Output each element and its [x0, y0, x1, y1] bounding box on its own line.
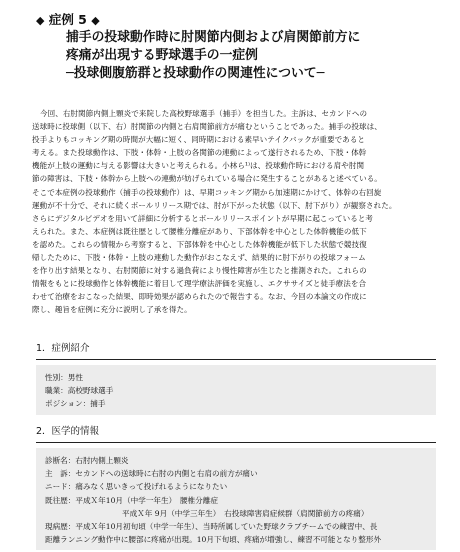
info-line-present-history: 現病歴：平成Ｘ年10月初旬頃（中学一年生）、当時所属していた野球クラブチームでの練習中、長 — [45, 522, 378, 532]
info-line-sex: 性別：男性 — [45, 373, 83, 382]
case-header — [36, 12, 446, 83]
diamond-right-icon: ◆ — [91, 14, 100, 27]
section-title-case-intro: 1．症例紹介 — [36, 342, 436, 360]
intro-line: えられた。また、本症例は既往歴として腰椎分離症があり、下部体幹を中心とした体幹機能の低下 — [32, 226, 367, 236]
intro-line: さらにデジタルビデオを用いて詳細に分析するとボールリリースポイントが早期に起こっていると考 — [32, 213, 374, 223]
intro-paragraph — [32, 107, 436, 317]
intro-line: 帰したために、下肢・体幹・上肢の連動した動作がおこなえず、結果的に肘下がりの投球フォーム — [32, 253, 366, 263]
intro-line: 投手よりもコッキング期の時間が大幅に短く、同時期における素早いテイクバックが重要であると — [32, 135, 366, 145]
case-label — [36, 12, 446, 29]
intro-line: 情報をもとに投球動作と体幹機能に着目して理学療法評価を実施し、エクササイズと徒手療法を合 — [32, 279, 367, 289]
section-medical-info — [36, 425, 436, 550]
medical-info-box — [36, 448, 436, 550]
case-number: 症例 5 — [48, 12, 87, 27]
intro-line: 運動が不十分で、それに続くボールリリース期では、肘が下がった状態（以下、肘下がり）が観察された。 — [32, 200, 397, 210]
intro-line: を認めた。これらの情報から考察すると、下部体幹を中心とした体幹機能が低下した状態で競技復 — [32, 239, 367, 249]
intro-line: 節の障害は、下肢・体幹から上肢への連動が妨げられている場合に発生することがあると述べている。 — [32, 174, 382, 184]
title-line-3: ─投球側腹筋群と投球動作の関連性について─ — [66, 66, 325, 81]
info-line-position: ポジション：捕手 — [45, 399, 106, 409]
intro-line: そこで本症例の投球動作（捕手の投球動作）は、早期コッキング期から加速期にかけて、体幹の右回旋 — [32, 187, 382, 197]
info-line-occupation: 職業：高校野球選手 — [45, 386, 114, 396]
diamond-left-icon: ◆ — [36, 14, 45, 27]
intro-line: を作り出す結果となり、右肘関節に対する過負荷により慢性障害が生じたと推測された。これらの — [32, 266, 367, 276]
intro-line: 送球時に投球側（以下、右）肘関節の内側と右肩関節前方が痛むということであった。捕手の投球は、 — [32, 122, 382, 132]
intro-line: 際し、趣旨を症例に充分に説明し了承を得た。 — [32, 305, 192, 315]
intro-line: 考える。また投球動作は、下肢・体幹・上肢の各関節の連動によって遂行されるため、下肢・体幹 — [32, 148, 367, 158]
section-title-medical-info: 2．医学的情報 — [36, 425, 436, 443]
intro-line: 今回、右肘関節内側上顆炎で来院した高校野球選手（捕手）を担当した。主訴は、セカンドへの — [40, 109, 368, 118]
info-line-past-history-2: 平成Ｘ年 9月（中学三年生） 右投球障害肩症候群（肩関節前方の疼痛） — [122, 508, 369, 518]
info-line-chief-complaint: 主 訴：セカンドへの送球時に右肘の内側と右肩の前方が痛い — [45, 469, 258, 479]
info-line-need: ニード：痛みなく思いきって投げれるようになりたい — [45, 482, 228, 492]
intro-line: わせて治療をおこなった結果、即時効果が認められたので報告する。なお、今回の本論文の作成に — [32, 292, 367, 302]
title-line-2: 疼痛が出現する野球選手の一症例 — [66, 48, 258, 63]
section-case-intro — [36, 342, 436, 415]
title-line-1: 捕手の投球動作時に肘関節内側および肩関節前方に — [66, 30, 361, 45]
info-line-diagnosis: 診断名：右肘内側上顆炎 — [45, 456, 129, 465]
case-intro-box — [36, 365, 436, 415]
info-line-past-history: 既往歴：平成Ｘ年10月（中学一年生） 腰椎分離症 — [45, 495, 218, 505]
info-line-present-history-2: 距離ランニング動作中に腰部に疼痛が出現。10月下旬頃、疼痛が増強し、練習不可能となり整形外 — [45, 535, 382, 545]
intro-line: 機能が上肢の運動に与える影響は大きいと考えられる。小林ら¹⁾は、投球動作時における肩や肘関 — [32, 161, 365, 171]
